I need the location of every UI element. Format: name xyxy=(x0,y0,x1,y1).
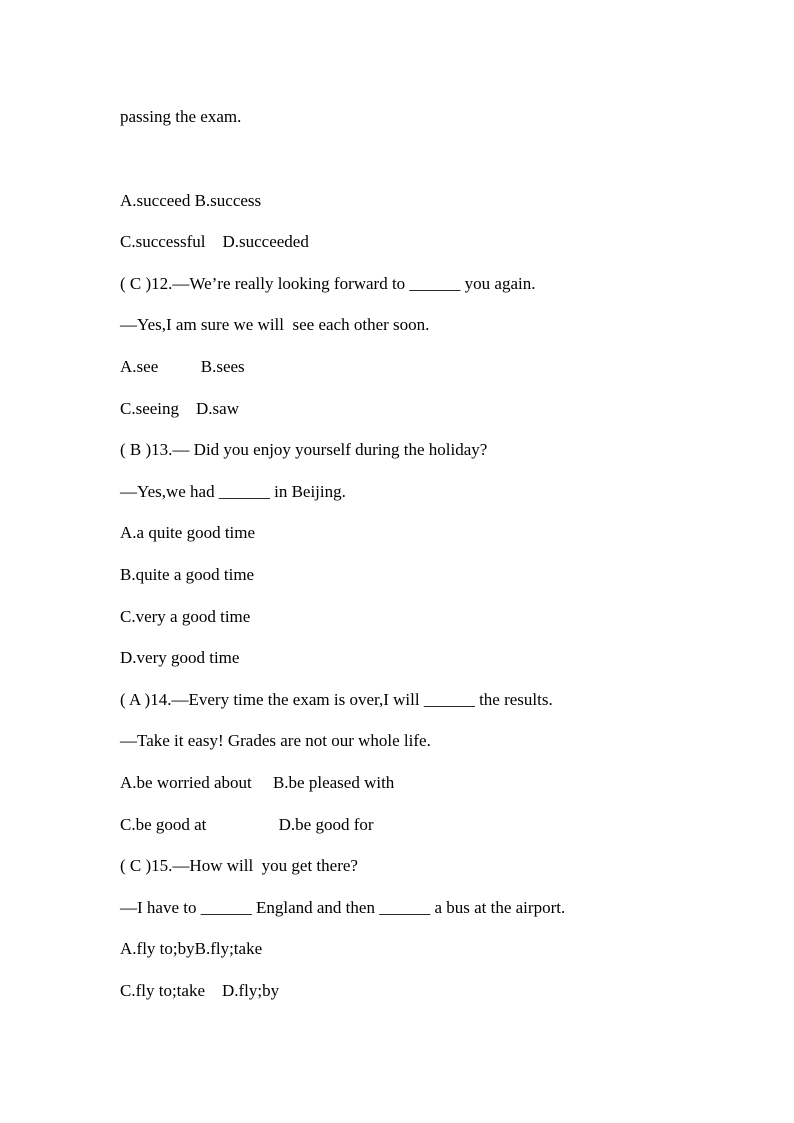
question-12-options-cd: C.seeing D.saw xyxy=(120,399,239,418)
question-11-options-ab: A.succeed B.success xyxy=(120,191,262,210)
question-11-stem-continuation: passing the exam. xyxy=(120,107,242,126)
question-12-options-ab: A.see B.sees xyxy=(120,357,245,376)
question-13-option-d: D.very good time xyxy=(120,648,240,667)
question-12-stem: ( C )12.—We’re really looking forward to ______ you again. xyxy=(120,274,536,293)
question-13-stem: ( B )13.— Did you enjoy yourself during the holiday? xyxy=(120,440,488,459)
question-13-option-c: C.very a good time xyxy=(120,607,251,626)
question-15-stem: ( C )15.—How will you get there? xyxy=(120,856,358,875)
question-14-options-ab: A.be worried about B.be pleased with xyxy=(120,773,395,792)
question-13-option-b: B.quite a good time xyxy=(120,565,255,584)
question-13-response: —Yes,we had ______ in Beijing. xyxy=(120,482,346,501)
question-14-response: —Take it easy! Grades are not our whole life. xyxy=(120,731,431,750)
question-14-options-cd: C.be good at D.be good for xyxy=(120,815,374,834)
question-15-response: —I have to ______ England and then ______ a bus at the airport. xyxy=(120,898,566,917)
question-15-options-cd: C.fly to;take D.fly;by xyxy=(120,981,280,1000)
question-12-response: —Yes,I am sure we will see each other soon. xyxy=(120,315,430,334)
question-14-stem: ( A )14.—Every time the exam is over,I will ______ the results. xyxy=(120,690,553,709)
question-15-options-ab: A.fly to;byB.fly;take xyxy=(120,939,263,958)
question-11-options-cd: C.successful D.succeeded xyxy=(120,232,309,251)
question-13-option-a: A.a quite good time xyxy=(120,523,256,542)
